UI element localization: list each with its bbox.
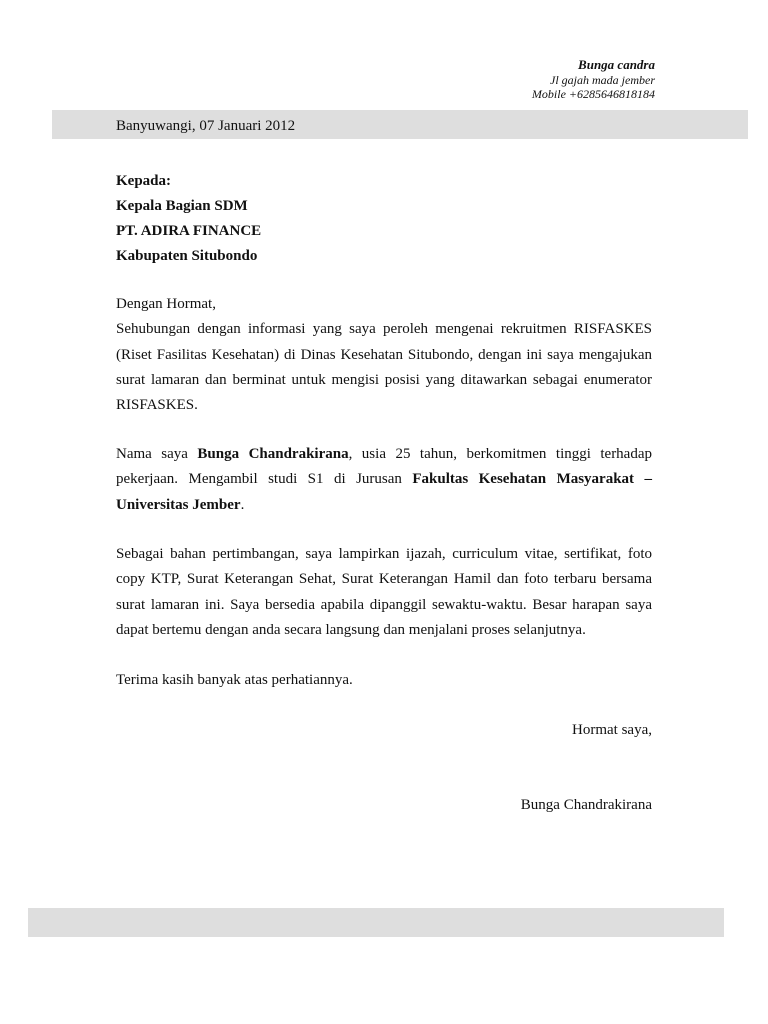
profile-faculty: Fakultas Kesehatan Masyarakat – Universitas Jember — [116, 471, 652, 513]
opening-section — [116, 292, 652, 418]
thanks-line: Terima kasih banyak atas perhatiannya. — [116, 672, 353, 688]
letter-date: Banyuwangi, 07 Januari 2012 — [116, 118, 296, 134]
profile-text-1: Nama saya — [116, 446, 198, 462]
recipient-location: Kabupaten Situbondo — [116, 248, 258, 264]
sender-address: Jl gajah mada jember — [550, 72, 655, 87]
signature-name: Bunga Chandrakirana — [520, 797, 652, 813]
sender-name: Bunga candra — [578, 57, 655, 72]
recipient-label: Kepada: — [116, 173, 172, 189]
recipient-block — [116, 169, 652, 269]
profile-text-3: . — [240, 496, 245, 513]
sender-block — [532, 58, 655, 102]
paragraph-application: Sehubungan dengan informasi yang saya peroleh mengenai rekruitmen RISFASKES (Riset Fasilitas Kesehatan) di Dinas Kesehatan Situbondo, dengan ini saya mengajukan surat lamaran dan berminat untuk mengisi posisi yang ditawarkan sebagai enumerator RISFASKES. — [116, 321, 652, 414]
recipient-position: Kepala Bagian SDM — [116, 198, 248, 214]
footer-band — [28, 908, 724, 937]
recipient-company: PT. ADIRA FINANCE — [116, 223, 262, 239]
profile-name: Bunga Chandrakirana — [197, 446, 349, 462]
profile-text-2: , usia 25 tahun, berkomitmen tinggi terhadap pekerjaan. Mengambil studi S1 di Jurusan — [116, 446, 653, 488]
sender-mobile: Mobile +6285646818184 — [531, 87, 655, 101]
greeting: Dengan Hormat, — [116, 296, 216, 312]
paragraph-attachments: Sebagai bahan pertimbangan, saya lampirkan ijazah, curriculum vitae, sertifikat, foto copy KTP, Surat Keterangan Sehat, Surat Keterangan Hamil dan foto terbaru bersama surat lamaran ini. Saya bersedia apabila dipanggil sewaktu-waktu. Besar harapan saya dapat bertemu dengan anda secara langsung dan menjalani proses selanjutnya. — [116, 546, 652, 638]
paragraph-profile — [116, 442, 652, 518]
closing-line: Hormat saya, — [572, 722, 652, 738]
